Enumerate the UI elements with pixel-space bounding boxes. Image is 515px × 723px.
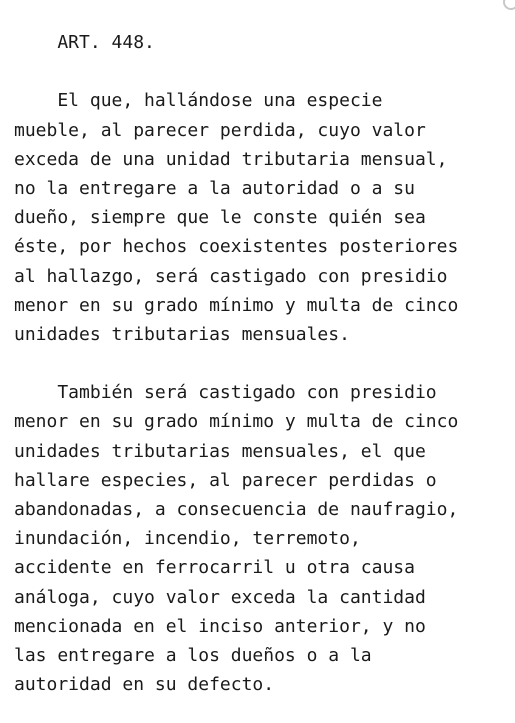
text-line: al hallazgo, será castigado con presidio xyxy=(14,265,448,287)
paragraph-gap xyxy=(14,57,515,86)
text-line: unidades tributarias mensuales, el que xyxy=(14,440,426,462)
paragraph-2 xyxy=(14,378,515,699)
text-line: hallare especies, al parecer perdidas o xyxy=(14,469,437,491)
text-line: accidente en ferrocarril u otra causa xyxy=(14,557,415,579)
text-line: las entregare a los dueños o a la xyxy=(14,644,372,666)
text-line: éste, por hechos coexistentes posteriores xyxy=(14,236,459,258)
text-line: menor en su grado mínimo y multa de cinco xyxy=(14,294,459,316)
text-line: inundación, incendio, terremoto, xyxy=(14,528,361,550)
text-line: mueble, al parecer perdida, cuyo valor xyxy=(14,119,426,141)
text-line: unidades tributarias mensuales. xyxy=(14,323,350,345)
text-line: abandonadas, a consecuencia de naufragio, xyxy=(14,499,459,520)
paragraph-1 xyxy=(14,86,515,349)
text-line: menor en su grado mínimo y multa de cinco xyxy=(14,411,459,433)
text-line: También será castigado con presidio xyxy=(14,382,437,404)
text-line: mencionada en el inciso anterior, y no xyxy=(14,615,426,637)
scroll-corner-icon xyxy=(503,0,515,10)
text-line: autoridad en su defecto. xyxy=(14,674,275,696)
article-heading: ART. 448. xyxy=(14,32,155,53)
paragraph-gap xyxy=(14,349,515,378)
text-line: análoga, cuyo valor exceda la cantidad xyxy=(14,586,426,608)
text-line: dueño, siempre que le conste quién sea xyxy=(14,207,426,229)
text-line: exceda de una unidad tributaria mensual, xyxy=(14,148,448,170)
text-line: no la entregare a la autoridad o a su xyxy=(14,177,415,199)
text-line: El que, hallándose una especie xyxy=(14,90,383,112)
